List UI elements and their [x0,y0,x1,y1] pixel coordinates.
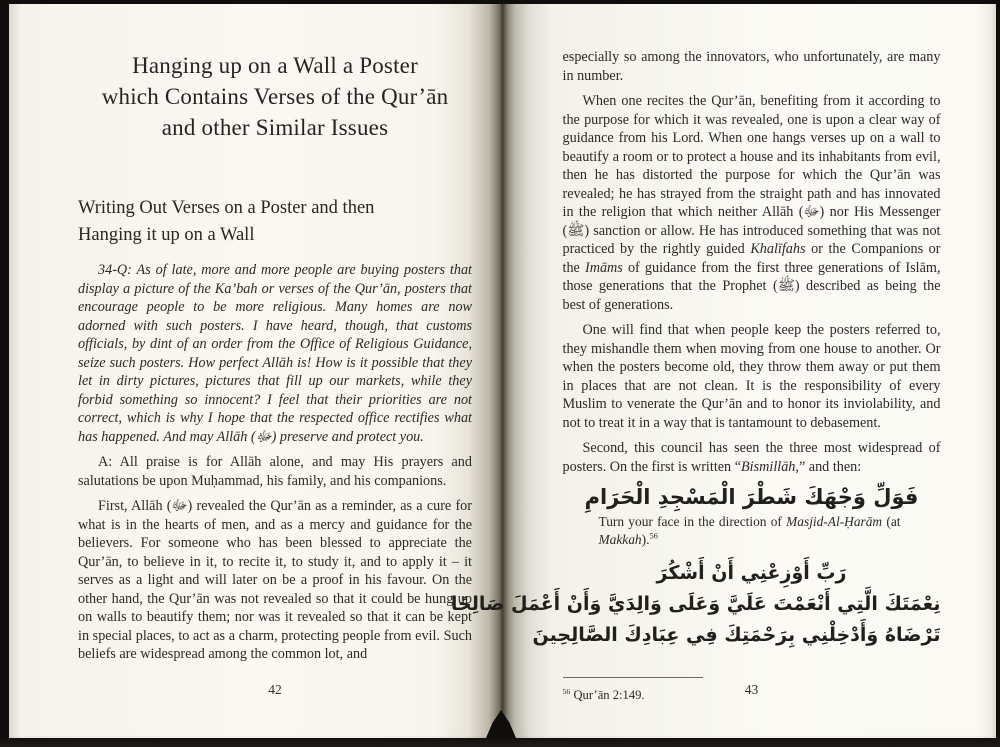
section-heading-line: Hanging it up on a Wall [78,225,255,245]
section-heading [78,195,472,249]
arabic-verse-2-line: رَبِّ أَوْزِعْنِي أَنْ أَشْكُرَ [656,562,847,584]
arabic-verse-2-line: تَرْضَاهُ وَأَدْخِلْنِي بِرَحْمَتِكَ فِي عِبَادِكَ الصَّالِحِينَ [532,624,941,646]
left-page [9,4,503,738]
arabic-verse-1: فَوَلِّ وَجْهَكَ شَطْرَ الْمَسْجِدِ الْحَرَامِ [584,485,919,509]
right-text-block [450,48,941,703]
chapter-title-line: and other Similar Issues [161,115,389,140]
verse-translation: Turn your face in the direction of Masjid-Al-Ḥarām (at Makkah).$^{56}$ [598,514,901,547]
arabic-verse-2-line: نِعْمَتَكَ الَّتِي أَنْعَمْتَ عَلَيَّ وَعَلَى وَالِدَيَّ وَأَنْ أَعْمَلَ صَالِحًا [450,593,941,615]
chapter-title-line: which Contains Verses of the Qur’ān [101,84,449,109]
page-number-left: 42 [268,682,282,697]
body-paragraph-recites: When one recites the Qur’ān, benefiting from it according to the purpose for which it was revealed, one is upon a clear way of guidance from his Lord. When one hangs verses up on a wall to beautify a room or to protect a house and its inhabitants from evil, then he has distorted the purpose for which the Qur’ān was revealed; he has strayed from the straight path and has innovated in the religion that which neither Allāh (ﷻ) nor His Messenger (ﷺ) sanction or allow. He has introduced something that was not practiced by the rightly guided Khalīfahs or the Companions or the Imāms of guidance from the first three generations of Islām, those generations that the Prophet (ﷺ) described as being the best of generations. [562,93,941,313]
right-page [450,4,997,738]
bottom-shadow [0,735,1000,747]
page-number-right: 43 [744,682,759,697]
chapter-title-line: Hanging up on a Wall a Poster [132,53,418,78]
section-heading-line: Writing Out Verses on a Poster and then [78,198,375,218]
book-spread [9,4,996,738]
left-text-block [78,50,472,664]
arabic-verse-2 [450,558,941,651]
footnote: $^{56}$ Qur’ān 2:149. [562,686,645,702]
footnote-divider [563,677,703,678]
body-paragraph-second: Second, this council has seen the three most widespread of posters. On the first is written “Bismillāh,” and then: [562,440,941,475]
question-paragraph: 34-Q: As of late, more and more people are buying posters that display a picture of the Ka’bah or verses of the Qur’ān, posters that encourage people to be more religious. Many homes are now adorned with such posters. I have heard, though, that customs officials, by dint of an order from the Office of Religious Guidance, seize such posters. How perfect Allāh is! How is it possible that they let in dirty pictures, pictures that fill up our markets, while they forbid something so innocent? I feel that their priorities are not correct, which is why I hope that the respected office rectifies what has happened. And may Allāh (ﷻ) preserve and protect you. [78,262,472,445]
chapter-title [78,50,472,143]
answer-intro-paragraph: A: All praise is for Allāh alone, and may His prayers and salutations be upon Muḥammad, his family, and his companions. [78,454,472,489]
body-paragraph-first: First, Allāh (ﷻ) revealed the Qur’ān as a reminder, as a cure for what is in the hearts of men, and as a mercy and guidance for the believers. For someone who has been blessed to appreciate the Qur’ān, to believe in it, to recite it, to study it, and to apply it – it serves as a light and will later on be a proof in his favour. On the other hand, the Qur’ān was not revealed so that it could be hung up on walls to beautify them; nor was it revealed so that it can be kept in special places, to act as a charm, protecting people from evil. Such beliefs are widespread among the common lot, and [78,498,473,662]
body-paragraph-posters: One will find that when people keep the posters referred to, they mishandle them when moving from one house to another. Or when the posters become old, they throw them away or put them in places that are not clean. It is the responsibility of every Muslim to venerate the Qur’ān and to honor its inviolability, and not to treat it in a way that is tantamount to debasement. [562,322,941,431]
continuation-paragraph: especially so among the innovators, who unfortunately, are many in number. [562,49,941,84]
